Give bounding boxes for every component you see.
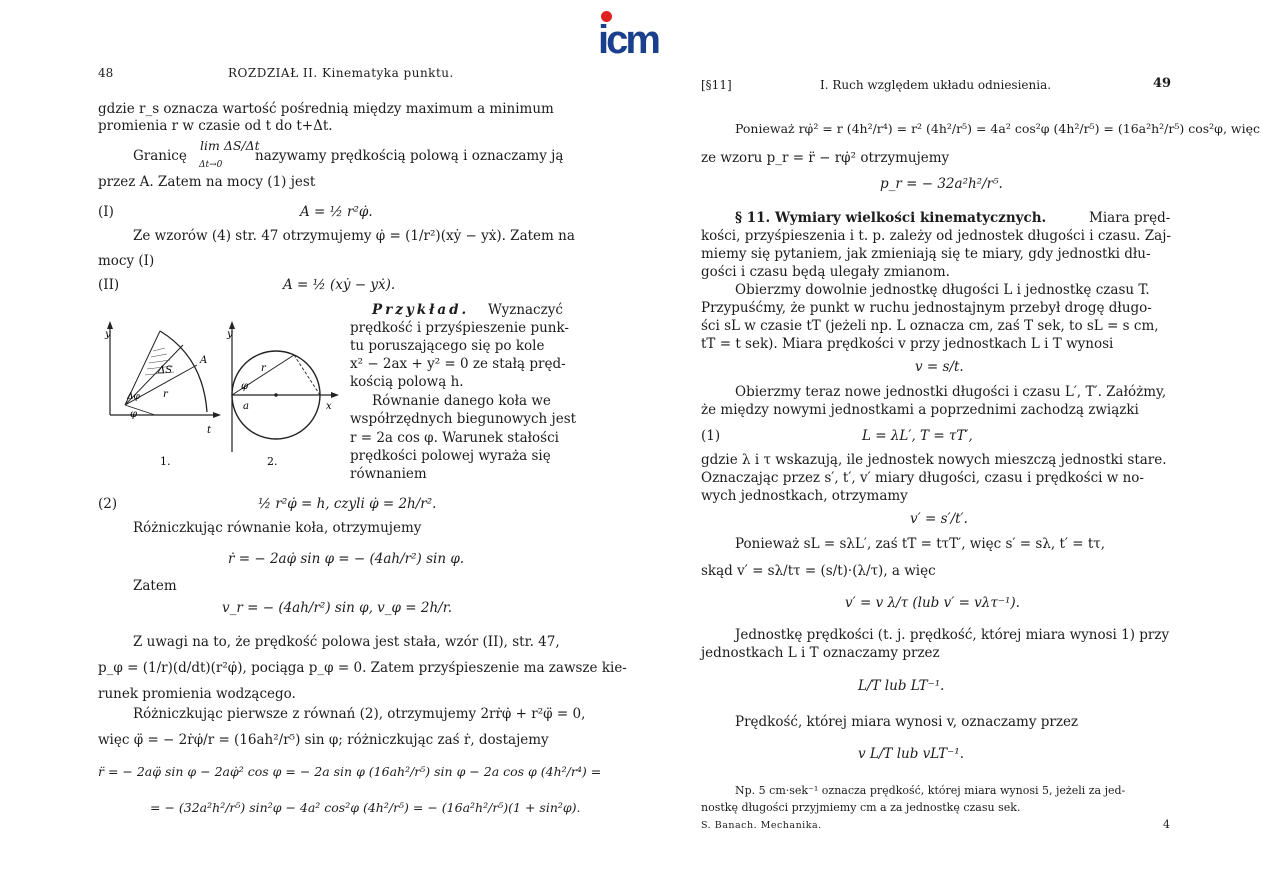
fig2-label-x: x [326,401,332,412]
example-line-9: prędkości polowej wyraża się [350,448,551,464]
p2-line-4: tT = t sek). Miara prędkości v przy jednostkach L i T wynosi [701,336,1114,352]
right-line-5: Ponieważ sL = sλL′, zaś tT = tτT′, więc s′ = sλ, t′ = tτ, [735,536,1106,552]
right-page-number: 49 [1153,76,1172,91]
right-running-header: I. Ruch względem układu odniesienia. [820,78,1052,92]
footer-signature: 4 [1163,818,1170,831]
example-line-8: r = 2a cos φ. Warunek stałości [350,430,559,446]
fig2-center [274,393,278,397]
eq-4: v_r = − (4ah/r²) sin φ, v_φ = 2h/r. [222,600,452,616]
p4-line-1: gdzie λ i τ wskazują, ile jednostek nowych mieszczą jednostki stare. [701,452,1167,468]
left-line-2: promienia r w czasie od t do t+Δt. [98,118,333,134]
p2-line-3: ści sL w czasie tT (jeżeli np. L oznacza cm, zaś T sek, to sL = s cm, [701,318,1159,334]
section-title: § 11. Wymiary wielkości kinematycznych. [735,210,1047,226]
example-line-2: prędkość i przyśpieszenie punk- [350,320,569,336]
example-line-5: kością polową h. [350,374,464,390]
left-line-3c: nazywamy prędkością polową i oznaczamy ją [255,148,564,164]
fig2-label-phi: φ [241,381,249,392]
limit-expression: lim ΔS/Δt [200,138,260,153]
fig1-label-A: A [200,355,208,366]
right-eq-7: v L/T lub vLT⁻¹. [858,746,964,762]
fig1-label-dS: ΔS [158,365,173,376]
right-eq-1: p_r = − 32a²h²/r⁵. [880,176,1003,192]
p1-line-4: gości i czasu będą ulegały zmianom. [701,264,950,280]
fig2-x-arrow [331,392,339,398]
left-line-8: Zatem [133,578,177,594]
p2-line-1: Obierzmy dowolnie jednostkę długości L i jednostkę czasu T. [735,282,1150,298]
example-line-3: tu poruszającego się po kole [350,338,545,354]
fig1-label-r: r [163,389,168,400]
p4-line-3: wych jednostkach, otrzymamy [701,488,908,504]
fig1-label-t: t [207,425,212,436]
right-eq-6: L/T lub LT⁻¹. [858,678,945,694]
example-line-4: x² − 2ax + y² = 0 ze stałą pręd- [350,356,566,372]
eq-II-label: (II) [98,277,120,293]
right-line-2: ze wzoru p_r = r̈ − rφ̇² otrzymujemy [701,150,950,166]
footnote-line-2: nostkę długości przyjmiemy cm a za jednostkę czasu sek. [701,801,1021,814]
p6-line-1: Jednostkę prędkości (t. j. prędkość, której miara wynosi 1) przy [735,627,1170,643]
right-line-6: skąd v′ = sλ/tτ = (s/t)·(λ/τ), a więc [701,563,936,579]
left-line-3a: Granicę [133,148,187,164]
icm-logo [598,10,678,62]
p3-line-1: Obierzmy teraz nowe jednostki długości i czasu L′, T′. Załóżmy, [735,384,1167,400]
p3-line-2: że między nowymi jednostkami a poprzednimi zachodzą związki [701,402,1139,418]
right-eq-5: v′ = v λ/τ (lub v′ = vλτ⁻¹). [845,595,1020,611]
left-running-header: ROZDZIAŁ II. Kinematyka punktu. [228,66,454,80]
fig2-y-arrow [229,321,235,329]
left-page-number: 48 [98,66,114,80]
p1-line-1: Miara pręd- [1089,210,1171,226]
left-line-9: Z uwagi na to, że prędkość polowa jest stała, wzór (II), str. 47, [133,634,560,650]
fig1-label-phi: φ [130,409,138,420]
figures [95,317,350,477]
p2-line-2: Przypuśćmy, że punkt w ruchu jednostajnym przebył drogę długo- [701,300,1152,316]
fig2-label-y: y [227,329,233,340]
eq-2: ½ r²φ̇ = h, czyli φ̇ = 2h/r². [258,496,437,512]
right-eq-3-label: (1) [701,428,721,444]
eq-5: r̈ = − 2aφ̈ sin φ − 2aφ̇² cos φ = − 2a sin φ (16ah²/r⁵) sin φ − 2a cos φ (4h²/r⁴) = [98,764,602,779]
example-line-6: Równanie danego koła we [372,393,551,409]
fig1-label-y: y [105,329,111,340]
left-line-7: Różniczkując równanie koła, otrzymujemy [133,520,422,536]
right-eq-4: v′ = s′/t′. [910,511,968,527]
example-line-7: współrzędnych biegunowych jest [350,411,577,427]
left-line-12: Różniczkując pierwsze z równań (2), otrzymujemy 2rṙφ̇ + r²φ̈ = 0, [133,706,586,722]
example-title: Przykład. [372,302,470,318]
eq-I: A = ½ r²φ̇. [300,204,373,220]
right-section-marker: [§11] [701,78,732,92]
footnote-line-1: Np. 5 cm·sek⁻¹ oznacza prędkość, której miara wynosi 5, jeżeli za jed- [735,784,1126,797]
left-line-1: gdzie r_s oznacza wartość pośrednią między maximum a minimum [98,101,554,117]
footer-author: S. Banach. Mechanika. [701,820,822,831]
fig2-caption: 2. [267,455,278,468]
figure-diagrams [95,317,350,477]
right-line-7: Prędkość, której miara wynosi v, oznaczamy przez [735,714,1079,730]
left-line-10: p_φ = (1/r)(d/dt)(r²φ̇), pociąga p_φ = 0. Zatem przyśpieszenie ma zawsze kie- [98,660,627,676]
fig1-label-dphi: Δφ [127,392,140,402]
p4-line-2: Oznaczając przez s′, t′, v′ miary długości, czasu i prędkości w no- [701,470,1144,486]
right-line-1: Ponieważ rφ̇² = r (4h²/r⁴) = r² (4h²/r⁵) = 4a² cos²φ (4h²/r⁵) = (16a²h²/r⁵) cos²φ, więc [735,121,1260,136]
left-line-6: mocy (I) [98,253,155,269]
p1-line-2: kości, przyśpieszenia i t. p. zależy od jednostek długości i czasu. Zaj- [701,228,1171,244]
left-line-5: Ze wzorów (4) str. 47 otrzymujemy φ̇ = (1/r²)(xẏ − yẋ). Zatem na [133,228,575,244]
logo-text: icm [598,18,658,62]
example-line-10: równaniem [350,466,427,482]
left-line-13: więc φ̈ = − 2ṙφ̇/r = (16ah²/r⁵) sin φ; różniczkując zaś ṙ, dostajemy [98,732,549,748]
fig1-y-arrow [107,321,113,329]
right-eq-3: L = λL′, T = τT′, [862,428,973,444]
fig1-t-arrow [213,412,221,418]
left-line-11: runek promienia wodzącego. [98,686,296,702]
eq-2-label: (2) [98,496,118,512]
eq-6: = − (32a²h²/r⁵) sin²φ − 4a² cos²φ (4h²/r⁵) = − (16a²h²/r⁵)(1 + sin²φ). [150,800,581,815]
example-line-1: Wyznaczyć [488,302,563,318]
p1-line-3: miemy się pytaniem, jak zmieniają się te miary, gdy jednostki dłu- [701,246,1151,262]
fig2-label-a: a [243,401,249,412]
eq-II: A = ½ (xẏ − yẋ). [283,277,396,293]
left-line-4: przez A. Zatem na mocy (1) jest [98,174,316,190]
limit-subscript: Δt→0 [199,160,223,170]
right-eq-2: v = s/t. [915,359,964,375]
fig2-label-r: r [261,363,266,374]
eq-3: ṙ = − 2aφ̇ sin φ = − (4ah/r²) sin φ. [228,551,465,567]
fig1-caption: 1. [160,455,171,468]
eq-I-label: (I) [98,204,114,220]
p6-line-2: jednostkach L i T oznaczamy przez [701,645,940,661]
fig2-chord [294,355,320,395]
